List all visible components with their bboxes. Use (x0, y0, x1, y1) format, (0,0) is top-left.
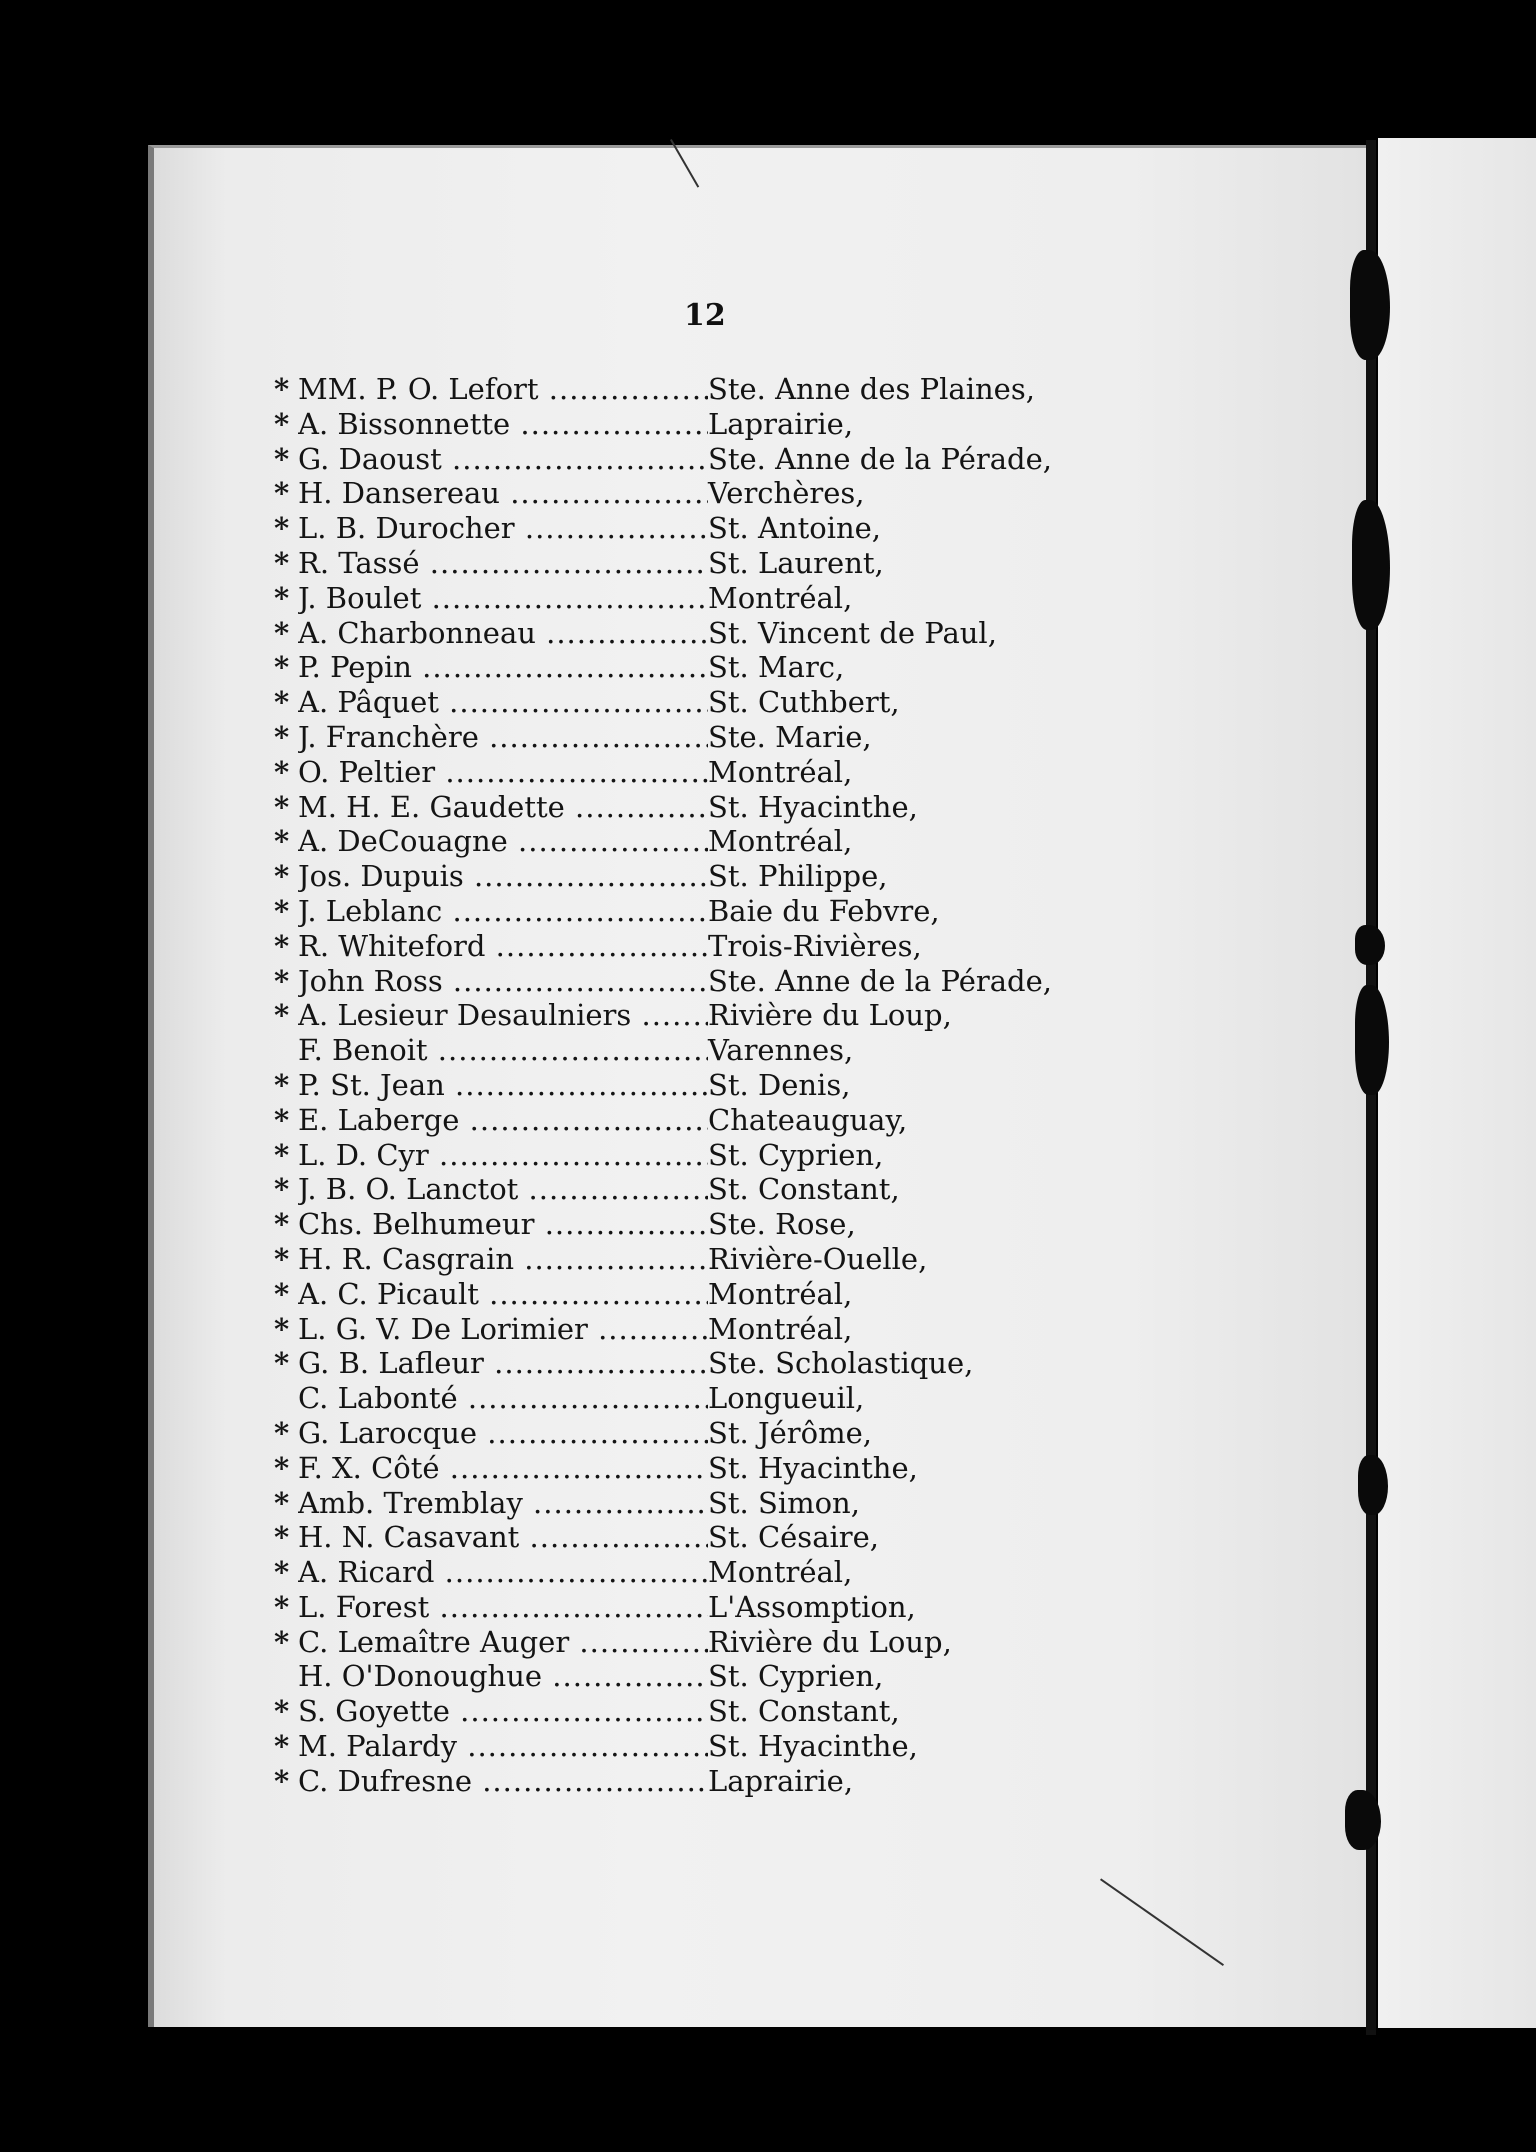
entry-marker: * (274, 963, 290, 998)
entry-place: Rivière-Ouelle, (708, 1241, 928, 1276)
facing-page-edge (1378, 138, 1536, 2028)
entry-place: Ste. Anne des Plaines, (708, 372, 1035, 406)
list-item (274, 1520, 1074, 1555)
entry-name: J. B. O. Lanctot ..... (298, 1172, 708, 1207)
entry-name: J. Boulet ..... (298, 581, 708, 616)
list-item (274, 790, 1074, 825)
entry-marker: * (274, 1555, 290, 1590)
entry-name: C. Dufresne ..... (298, 1764, 708, 1799)
entry-place: Montréal, (708, 1311, 853, 1346)
entry-name: John Ross ..... (298, 964, 708, 999)
entry-marker: * (274, 476, 290, 511)
entry-place: St. Jérôme, (708, 1415, 872, 1450)
list-item (274, 511, 1074, 546)
entry-marker: * (274, 1102, 290, 1137)
entry-marker: * (274, 1520, 290, 1555)
entry-name: H. N. Casavant ..... (298, 1520, 708, 1555)
entry-place: Montréal, (708, 754, 853, 789)
entry-place: Ste. Anne de la Pérade, (708, 963, 1052, 998)
entry-place: St. Laurent, (708, 545, 884, 580)
list-item (274, 1416, 1074, 1451)
list-item (274, 1729, 1074, 1764)
ink-blot (1355, 925, 1385, 965)
list-item (274, 1207, 1074, 1242)
list-item (274, 1555, 1074, 1590)
list-item (274, 546, 1074, 581)
entry-place: St. Hyacinthe, (708, 789, 918, 824)
entry-place: St. Cyprien, (708, 1137, 884, 1172)
entry-name: M. Palardy ..... (298, 1729, 708, 1764)
entry-name: L. B. Durocher ..... (298, 511, 708, 546)
entry-place: Varennes, (708, 1033, 854, 1068)
entry-name: L. Forest ..... (298, 1590, 708, 1625)
entry-name: A. C. Picault ..... (298, 1277, 708, 1312)
entry-marker: * (274, 1207, 290, 1242)
entry-place: Trois-Rivières, (708, 928, 922, 963)
ink-blot (1350, 250, 1390, 360)
entry-place: Baie du Febvre, (708, 893, 940, 928)
list-item (274, 685, 1074, 720)
entry-marker: * (274, 441, 290, 476)
entry-name: G. B. Lafleur ..... (298, 1346, 708, 1381)
entry-place: Montréal, (708, 1276, 853, 1311)
entry-name: H. O'Donoughue ..... (298, 1659, 708, 1694)
ink-blot (1355, 985, 1389, 1095)
entry-name: H. Dansereau ..... (298, 476, 708, 511)
entry-place: St. Cuthbert, (708, 685, 900, 720)
list-item (274, 1103, 1074, 1138)
name-list (274, 372, 1074, 1799)
entry-place: St. Hyacinthe, (708, 1450, 918, 1485)
entry-marker: * (274, 1729, 290, 1764)
entry-place: Ste. Anne de la Pérade, (708, 441, 1052, 476)
entry-marker: * (274, 1241, 290, 1276)
entry-name: M. H. E. Gaudette ..... (298, 790, 708, 825)
list-item (274, 859, 1074, 894)
entry-name: A. Charbonneau ..... (298, 616, 708, 651)
entry-marker: * (274, 1346, 290, 1381)
entry-name: MM. P. O. Lefort ..... (298, 372, 708, 407)
list-item (274, 1068, 1074, 1103)
entry-place: Montréal, (708, 580, 853, 615)
entry-place: Chateauguay, (708, 1102, 908, 1137)
entry-place: Montréal, (708, 824, 853, 859)
entry-marker: * (274, 1276, 290, 1311)
entry-place: St. Césaire, (708, 1520, 879, 1555)
list-item (274, 964, 1074, 999)
entry-marker: * (274, 789, 290, 824)
entry-marker: * (274, 893, 290, 928)
list-item (274, 755, 1074, 790)
entry-marker: * (274, 372, 290, 406)
entry-place: Rivière du Loup, (708, 1624, 952, 1659)
entry-place: St. Antoine, (708, 511, 882, 546)
entry-place: St. Marc, (708, 650, 845, 685)
entry-marker (274, 1033, 298, 1068)
entry-place: St. Constant, (708, 1694, 900, 1729)
list-item (274, 1033, 1074, 1068)
entry-marker: * (274, 685, 290, 720)
entry-name: J. Franchère ..... (298, 720, 708, 755)
list-item (274, 372, 1074, 407)
entry-marker: * (274, 719, 290, 754)
list-item (274, 442, 1074, 477)
entry-marker: * (274, 511, 290, 546)
entry-name: H. R. Casgrain ..... (298, 1242, 708, 1277)
list-item (274, 650, 1074, 685)
list-item (274, 1346, 1074, 1381)
entry-marker: * (274, 859, 290, 894)
ink-blot (1352, 500, 1390, 630)
entry-name: O. Peltier ..... (298, 755, 708, 790)
entry-name: Chs. Belhumeur ..... (298, 1207, 708, 1242)
list-item (274, 1486, 1074, 1521)
entry-name: A. DeCouagne ..... (298, 824, 708, 859)
list-item (274, 894, 1074, 929)
entry-name: G. Daoust ..... (298, 442, 708, 477)
list-item (274, 407, 1074, 442)
entry-marker: * (274, 1694, 290, 1729)
entry-name: C. Lemaître Auger ..... (298, 1625, 708, 1660)
list-item (274, 998, 1074, 1033)
list-item (274, 476, 1074, 511)
entry-place: Ste. Rose, (708, 1207, 856, 1242)
entry-marker: * (274, 545, 290, 580)
entry-name: L. G. V. De Lorimier ..... (298, 1312, 708, 1347)
list-item (274, 1277, 1074, 1312)
entry-marker: * (274, 1450, 290, 1485)
entry-place: St. Philippe, (708, 859, 888, 894)
list-item (274, 1312, 1074, 1347)
entry-name: P. Pepin ..... (298, 650, 708, 685)
entry-name: A. Lesieur Desaulniers ..... (298, 998, 708, 1033)
list-item (274, 1590, 1074, 1625)
list-item (274, 1764, 1074, 1799)
entry-place: St. Hyacinthe, (708, 1729, 918, 1764)
entry-name: J. Leblanc ..... (298, 894, 708, 929)
entry-place: Ste. Scholastique, (708, 1346, 974, 1381)
entry-name: Jos. Dupuis ..... (298, 859, 708, 894)
entry-name: R. Whiteford ..... (298, 929, 708, 964)
entry-marker: * (274, 1311, 290, 1346)
entry-marker (274, 1381, 298, 1416)
ink-blot (1345, 1790, 1381, 1850)
entry-marker: * (274, 1589, 290, 1624)
entry-marker: * (274, 650, 290, 685)
entry-name: A. Pâquet ..... (298, 685, 708, 720)
entry-place: Rivière du Loup, (708, 998, 952, 1033)
entry-place: St. Simon, (708, 1485, 860, 1520)
entry-marker: * (274, 1624, 290, 1659)
entry-name: S. Goyette ..... (298, 1694, 708, 1729)
list-item (274, 1659, 1074, 1694)
entry-name: Amb. Tremblay ..... (298, 1486, 708, 1521)
entry-place: St. Denis, (708, 1067, 851, 1102)
list-item (274, 1242, 1074, 1277)
entry-marker (274, 1659, 298, 1694)
list-item (274, 1172, 1074, 1207)
entry-place: Laprairie, (708, 406, 854, 441)
entry-place: Ste. Marie, (708, 719, 872, 754)
entry-place: St. Constant, (708, 1172, 900, 1207)
entry-marker: * (274, 1067, 290, 1102)
page-number: 12 (684, 298, 726, 333)
entry-place: St. Vincent de Paul, (708, 615, 997, 650)
list-item (274, 1138, 1074, 1173)
list-item (274, 1451, 1074, 1486)
list-item (274, 1625, 1074, 1660)
entry-place: L'Assomption, (708, 1589, 916, 1624)
list-item (274, 1694, 1074, 1729)
entry-marker: * (274, 615, 290, 650)
entry-marker: * (274, 1172, 290, 1207)
entry-marker: * (274, 1415, 290, 1450)
entry-name: G. Larocque ..... (298, 1416, 708, 1451)
entry-name: C. Labonté ..... (298, 1381, 708, 1416)
list-item (274, 1381, 1074, 1416)
entry-place: Montréal, (708, 1555, 853, 1590)
entry-marker: * (274, 580, 290, 615)
entry-marker: * (274, 1137, 290, 1172)
ink-blot (1358, 1455, 1388, 1515)
entry-marker: * (274, 998, 290, 1033)
entry-name: A. Ricard ..... (298, 1555, 708, 1590)
entry-name: E. Laberge ..... (298, 1103, 708, 1138)
list-item (274, 929, 1074, 964)
entry-name: P. St. Jean ..... (298, 1068, 708, 1103)
entry-marker: * (274, 1485, 290, 1520)
entry-name: F. Benoit ..... (298, 1033, 708, 1068)
entry-marker: * (274, 824, 290, 859)
entry-place: St. Cyprien, (708, 1659, 884, 1694)
list-item (274, 581, 1074, 616)
list-item (274, 616, 1074, 651)
entry-marker: * (274, 1763, 290, 1798)
entry-place: Verchères, (708, 476, 865, 511)
entry-marker: * (274, 406, 290, 441)
entry-place: Longueuil, (708, 1381, 865, 1416)
entry-name: F. X. Côté ..... (298, 1451, 708, 1486)
entry-name: L. D. Cyr ..... (298, 1138, 708, 1173)
entry-name: R. Tassé ..... (298, 546, 708, 581)
list-item (274, 720, 1074, 755)
entry-place: Laprairie, (708, 1763, 854, 1798)
entry-name: A. Bissonnette ..... (298, 407, 708, 442)
list-item (274, 824, 1074, 859)
entry-marker: * (274, 754, 290, 789)
entry-marker: * (274, 928, 290, 963)
